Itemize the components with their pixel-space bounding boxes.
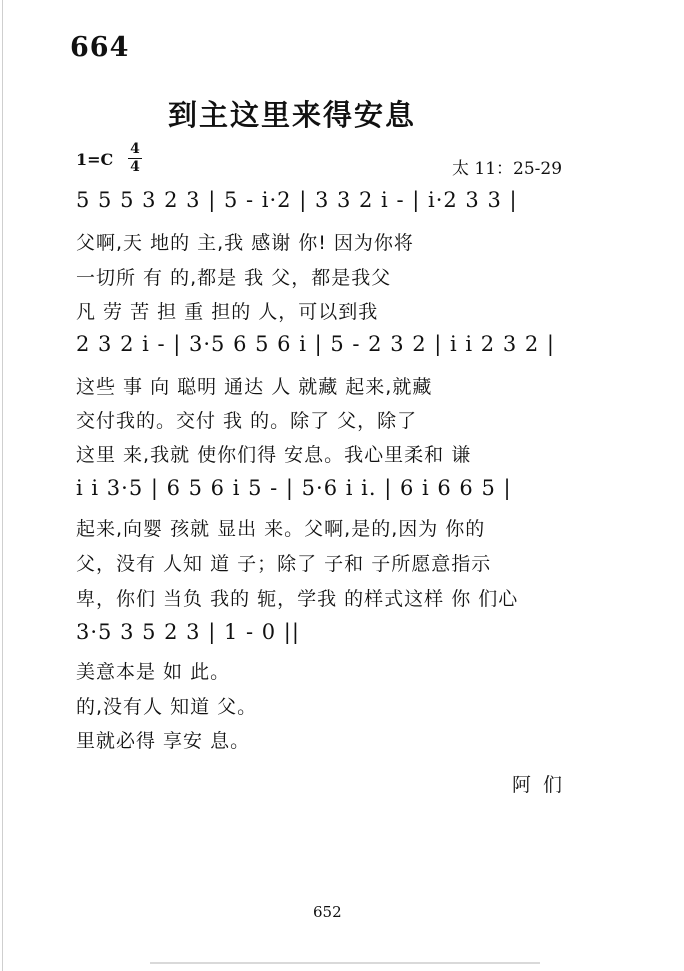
lyric-line-1-verse-1: 父啊,天 地的 主,我 感谢 你! 因为你将 bbox=[76, 232, 414, 254]
time-signature-top: 4 bbox=[130, 141, 140, 157]
notation-line-3: i i 3·5 | 6 5 6 i 5 - | 5·6 i i. | 6 i 6 6 5 | bbox=[76, 476, 512, 500]
amen-text: 阿 们 bbox=[512, 774, 566, 796]
page-left-edge bbox=[2, 0, 3, 971]
lyric-line-2-verse-2: 交付我的。交付 我 的。除了 父，除了 bbox=[76, 410, 418, 432]
scripture-reference: 太 11：25-29 bbox=[452, 159, 563, 179]
time-signature-bottom: 4 bbox=[130, 159, 140, 175]
notation-line-4: 3·5 3 5 2 3 | 1 - 0 || bbox=[76, 620, 300, 644]
lyric-line-1-verse-3: 凡 劳 苦 担 重 担的 人，可以到我 bbox=[76, 301, 379, 323]
page-number: 652 bbox=[313, 903, 342, 921]
hymn-title: 到主这里来得安息 bbox=[168, 98, 417, 132]
lyric-line-4-verse-2: 的,没有人 知道 父。 bbox=[76, 696, 258, 718]
lyric-line-3-verse-1: 起来,向婴 孩就 显出 来。父啊,是的,因为 你的 bbox=[76, 518, 486, 540]
notation-line-1: 5 5 5 3 2 3 | 5 - i·2 | 3 3 2 i - | i·2 3 3 | bbox=[76, 188, 518, 212]
lyric-line-2-verse-1: 这些 事 向 聪明 通达 人 就藏 起来,就藏 bbox=[76, 376, 433, 398]
time-signature bbox=[128, 142, 142, 175]
lyric-line-4-verse-1: 美意本是 如 此。 bbox=[76, 661, 231, 683]
lyric-line-3-verse-3: 卑，你们 当负 我的 轭，学我 的样式这样 你 们心 bbox=[76, 588, 519, 610]
scan-artifact-line bbox=[150, 962, 540, 964]
lyric-line-2-verse-3: 这里 来,我就 使你们得 安息。我心里柔和 谦 bbox=[76, 444, 472, 466]
key-signature: 1=C bbox=[76, 150, 114, 169]
notation-line-2: 2 3 2 i - | 3·5 6 5 6 i | 5 - 2 3 2 | i i 2 3 2 | bbox=[76, 332, 555, 356]
lyric-line-4-verse-3: 里就必得 享安 息。 bbox=[76, 730, 251, 752]
lyric-line-1-verse-2: 一切所 有 的,都是 我 父，都是我父 bbox=[76, 267, 392, 289]
hymn-number: 664 bbox=[70, 32, 130, 63]
lyric-line-3-verse-2: 父，没有 人知 道 子；除了 子和 子所愿意指示 bbox=[76, 553, 492, 575]
